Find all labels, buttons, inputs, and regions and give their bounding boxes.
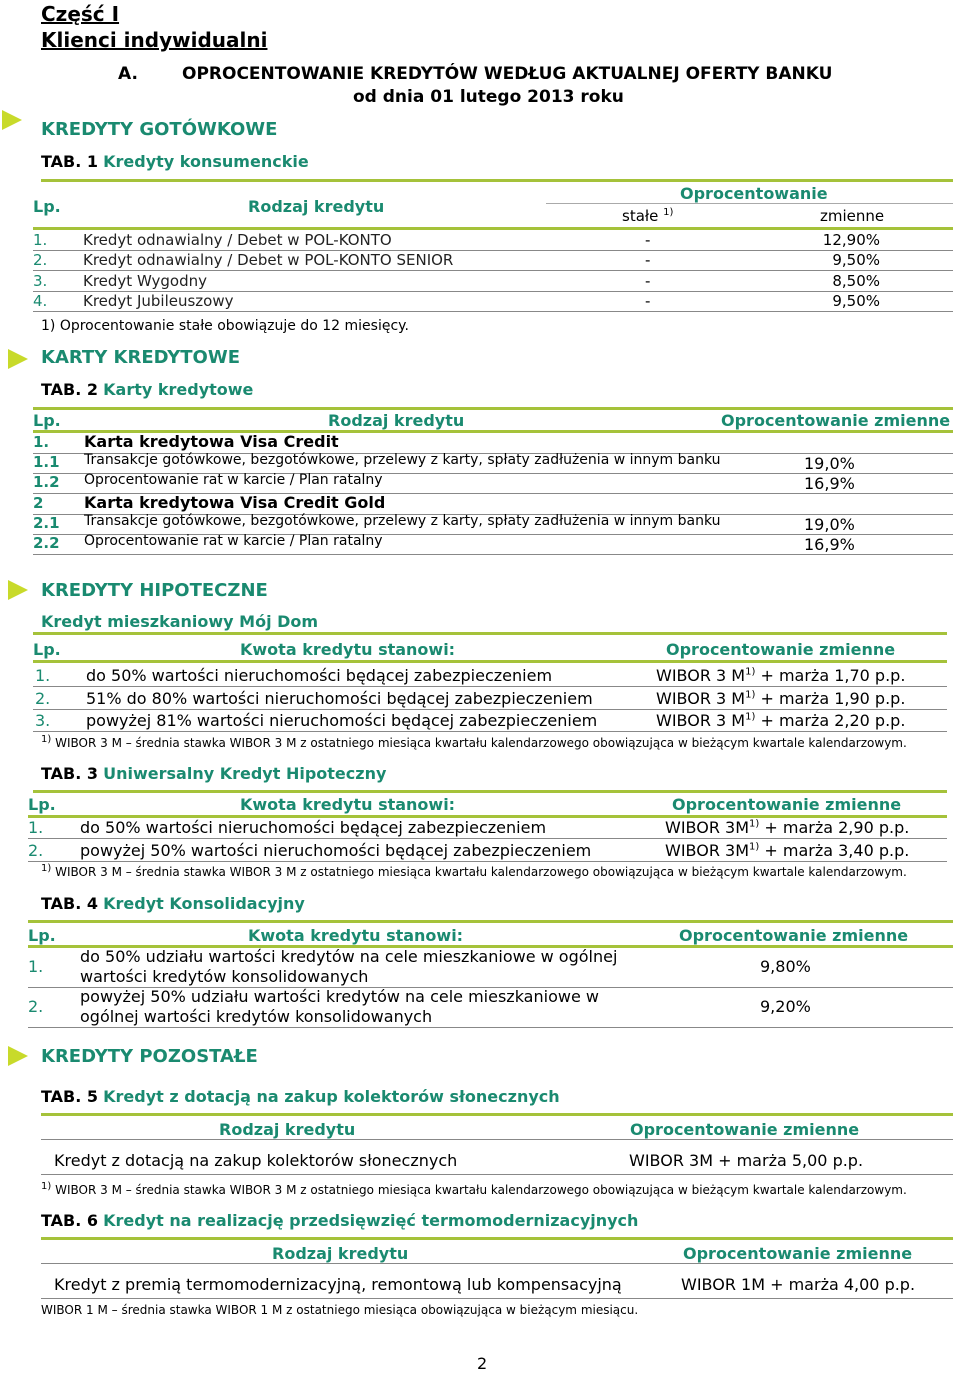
table-row-rate: WIBOR 3 $M^{1)}$ + marża 2,20 p.p. <box>656 711 906 730</box>
rule <box>41 1113 953 1116</box>
rule <box>33 311 953 312</box>
table-row-name: Transakcje gotówkowe, bezgotówkowe, przelewy z karty, spłaty zadłużenia w innym banku <box>84 513 721 529</box>
rule <box>41 1298 953 1299</box>
tab3-title: TAB. 3 Uniwersalny Kredyt Hipoteczny <box>41 764 387 783</box>
table-row-rate: 16,9% <box>804 474 855 493</box>
rule <box>33 227 953 230</box>
arrow-marker-icon <box>2 110 22 130</box>
rule <box>33 407 953 410</box>
tab1-col-type: Rodzaj kredytu <box>248 197 385 216</box>
clients-title: Klienci indywidualni <box>41 28 268 52</box>
table-row-lp: 1.1 <box>33 453 60 471</box>
table-row-variable: 9,50% <box>832 251 880 269</box>
table-row-lp: 2. <box>28 841 44 860</box>
tab4-title: TAB. 4 Kredyt Konsolidacyjny <box>41 894 305 913</box>
table-row-lp: 2. <box>28 997 44 1016</box>
table-row-rate: 9,80% <box>760 957 811 976</box>
tab5-col-rate: Oprocentowanie zmienne <box>630 1120 860 1139</box>
table-row-rate: WIBOR $3M^{1)}$ + marża 2,90 p.p. <box>665 818 910 837</box>
table-row-rate: WIBOR $3M^{1)}$ + marża 3,40 p.p. <box>665 841 910 860</box>
tab3-col-lp: Lp. <box>28 795 56 814</box>
tab6-note: WIBOR 1 M – średnia stawka WIBOR 1 M z ostatniego miesiąca obowiązująca w bieżącym miesiącu. <box>41 1303 639 1317</box>
rule <box>33 554 953 555</box>
table-row-lp: 1. <box>33 231 48 249</box>
rule <box>28 838 947 839</box>
table-row-variable: 12,90% <box>822 231 880 249</box>
tab2-title: TAB. 2 Karty kredytowe <box>41 380 254 399</box>
rule <box>546 203 953 204</box>
tab1-title: TAB. 1 Kredyty konsumenckie <box>41 152 309 171</box>
table-row-lp: 1. <box>33 433 50 451</box>
table-row-name: Oprocentowanie rat w karcie / Plan ratalny <box>84 533 383 549</box>
tab3-col-amount: Kwota kredytu stanowi: <box>240 795 456 814</box>
tab2-col-rate: Oprocentowanie zmienne <box>721 411 951 430</box>
rule <box>41 1237 953 1240</box>
table-row-variable: 8,50% <box>832 272 880 290</box>
rule <box>33 660 947 663</box>
mojdom-col-amount: Kwota kredytu stanowi: <box>240 640 456 659</box>
table-row-amount: powyżej 81% wartości nieruchomości będącej zabezpieczeniem <box>86 711 598 730</box>
page-number: 2 <box>477 1354 488 1373</box>
table-row-lp: 2. <box>35 689 51 708</box>
tab4-col-amount: Kwota kredytu stanowi: <box>248 926 464 945</box>
table-row-name: Kredyt odnawialny / Debet w POL-KONTO <box>83 231 392 249</box>
heading-gotowkowe: KREDYTY GOTÓWKOWE <box>41 119 278 140</box>
table-row-name: Karta kredytowa Visa Credit Gold <box>84 493 386 512</box>
section-title: OPROCENTOWANIE KREDYTÓW WEDŁUG AKTUALNEJ OFERTY BANKU <box>182 64 833 84</box>
table-row-rate: 9,20% <box>760 997 811 1016</box>
table-row-name: Oprocentowanie rat w karcie / Plan ratalny <box>84 472 383 488</box>
table-row-lp: 1. <box>28 957 44 976</box>
table-row-name: Kredyt odnawialny / Debet w POL-KONTO SENIOR <box>83 251 454 269</box>
table-row-fixed: - <box>645 292 651 310</box>
table-row-name: Transakcje gotówkowe, bezgotówkowe, przelewy z karty, spłaty zadłużenia w innym banku <box>84 452 721 468</box>
table-row-amount-line2: wartości kredytów konsolidowanych <box>80 967 369 986</box>
arrow-marker-icon <box>8 349 28 369</box>
rule <box>28 920 953 923</box>
tab1-col-variable: zmienne <box>820 207 885 225</box>
section-date: od dnia 01 lutego 2013 roku <box>353 87 624 107</box>
heading-pozostale: KREDYTY POZOSTAŁE <box>41 1046 258 1067</box>
table-row-lp: 2 <box>33 494 44 512</box>
heading-karty: KARTY KREDYTOWE <box>41 347 241 368</box>
table-row-amount: do 50% wartości nieruchomości będącej zabezpieczeniem <box>80 818 547 837</box>
rule <box>33 270 953 271</box>
tab4-col-lp: Lp. <box>28 926 56 945</box>
tab6-col-type: Rodzaj kredytu <box>272 1244 409 1263</box>
table-row-amount-line1: powyżej 50% udziału wartości kredytów na cele mieszkaniowe w <box>80 987 599 1006</box>
table-row-rate: 16,9% <box>804 535 855 554</box>
table-row-lp: 1. <box>35 666 51 685</box>
tab6-name: Kredyt z premią termomodernizacyjną, remontową lub kompensacyjną <box>54 1275 622 1294</box>
tab5-title: TAB. 5 Kredyt z dotacją na zakup kolektorów słonecznych <box>41 1087 560 1106</box>
tab1-col-rate: Oprocentowanie <box>680 184 828 203</box>
tab5-col-type: Rodzaj kredytu <box>219 1120 356 1139</box>
mojdom-title: Kredyt mieszkaniowy Mój Dom <box>41 612 319 631</box>
rule <box>33 790 947 793</box>
tab5-note: $^{1)}$ WIBOR 3 M – średnia stawka WIBOR 3 M z ostatniego miesiąca kwartału kalendarzowego obowiązująca w bieżącym kwartale kalendarzowym. <box>41 1181 907 1197</box>
table-row-lp: 3. <box>33 272 48 290</box>
table-row-fixed: - <box>645 231 651 249</box>
rule <box>41 1139 953 1140</box>
mojdom-col-rate: Oprocentowanie zmienne <box>666 640 896 659</box>
tab1-note: 1) Oprocentowanie stałe obowiązuje do 12 miesięcy. <box>41 318 409 334</box>
tab6-rate: WIBOR 1M + marża 4,00 p.p. <box>681 1275 916 1294</box>
table-row-lp: 2. <box>33 251 48 269</box>
arrow-marker-icon <box>8 1046 28 1066</box>
table-row-lp: 2.1 <box>33 514 60 532</box>
rule <box>33 632 947 635</box>
rule <box>41 1263 953 1264</box>
rule <box>28 861 947 862</box>
table-row-lp: 3. <box>35 711 51 730</box>
table-row-lp: 4. <box>33 292 48 310</box>
tab5-name: Kredyt z dotacją na zakup kolektorów słonecznych <box>54 1151 458 1170</box>
table-row-amount: do 50% wartości nieruchomości będącej zabezpieczeniem <box>86 666 553 685</box>
table-row-amount: 51% do 80% wartości nieruchomości będącej zabezpieczeniem <box>86 689 593 708</box>
tab1-col-fixed: stałe $^{1)}$ <box>622 207 674 225</box>
section-letter: A. <box>118 64 138 84</box>
rule <box>33 731 947 732</box>
table-row-rate: WIBOR 3 $M^{1)}$ + marża 1,90 p.p. <box>656 689 906 708</box>
table-row-name: Kredyt Jubileuszowy <box>83 292 234 310</box>
heading-hipoteczne: KREDYTY HIPOTECZNE <box>41 580 268 601</box>
tab2-col-type: Rodzaj kredytu <box>328 411 465 430</box>
rule <box>41 1174 953 1175</box>
table-row-rate: 19,0% <box>804 515 855 534</box>
table-row-fixed: - <box>645 251 651 269</box>
table-row-fixed: - <box>645 272 651 290</box>
table-row-amount-line1: do 50% udziału wartości kredytów na cele mieszkaniowe w ogólnej <box>80 947 618 966</box>
tab5-rate: WIBOR 3M + marża 5,00 p.p. <box>629 1151 864 1170</box>
tab3-note: $^{1)}$ WIBOR 3 M – średnia stawka WIBOR 3 M z ostatniego miesiąca kwartału kalendarzowego obowiązująca w bieżącym kwartale kalendarzowym. <box>41 863 907 879</box>
tab6-col-rate: Oprocentowanie zmienne <box>683 1244 913 1263</box>
rule <box>33 686 947 687</box>
table-row-variable: 9,50% <box>832 292 880 310</box>
table-row-rate: WIBOR 3 $M^{1)}$ + marża 1,70 p.p. <box>656 666 906 685</box>
table-row-lp: 1. <box>28 818 44 837</box>
rule <box>41 179 953 182</box>
rule <box>28 1027 953 1028</box>
table-row-amount-line2: ogólnej wartości kredytów konsolidowanych <box>80 1007 433 1026</box>
rule <box>33 709 947 710</box>
part-title: Część I <box>41 2 120 26</box>
table-row-name: Kredyt Wygodny <box>83 272 207 290</box>
arrow-marker-icon <box>8 580 28 600</box>
tab2-col-lp: Lp. <box>33 411 61 430</box>
mojdom-note: $^{1)}$ WIBOR 3 M – średnia stawka WIBOR 3 M z ostatniego miesiąca kwartału kalendarzowego obowiązująca w bieżącym kwartale kalendarzowym. <box>41 734 907 750</box>
table-row-lp: 2.2 <box>33 534 60 552</box>
tab6-title: TAB. 6 Kredyt na realizację przedsięwzięć termomodernizacyjnych <box>41 1211 639 1230</box>
table-row-name: Karta kredytowa Visa Credit <box>84 432 339 451</box>
tab3-col-rate: Oprocentowanie zmienne <box>672 795 902 814</box>
mojdom-col-lp: Lp. <box>33 640 61 659</box>
table-row-amount: powyżej 50% wartości nieruchomości będącej zabezpieczeniem <box>80 841 592 860</box>
table-row-rate: 19,0% <box>804 454 855 473</box>
tab1-col-lp: Lp. <box>33 197 61 216</box>
table-row-lp: 1.2 <box>33 473 60 491</box>
tab4-col-rate: Oprocentowanie zmienne <box>679 926 909 945</box>
